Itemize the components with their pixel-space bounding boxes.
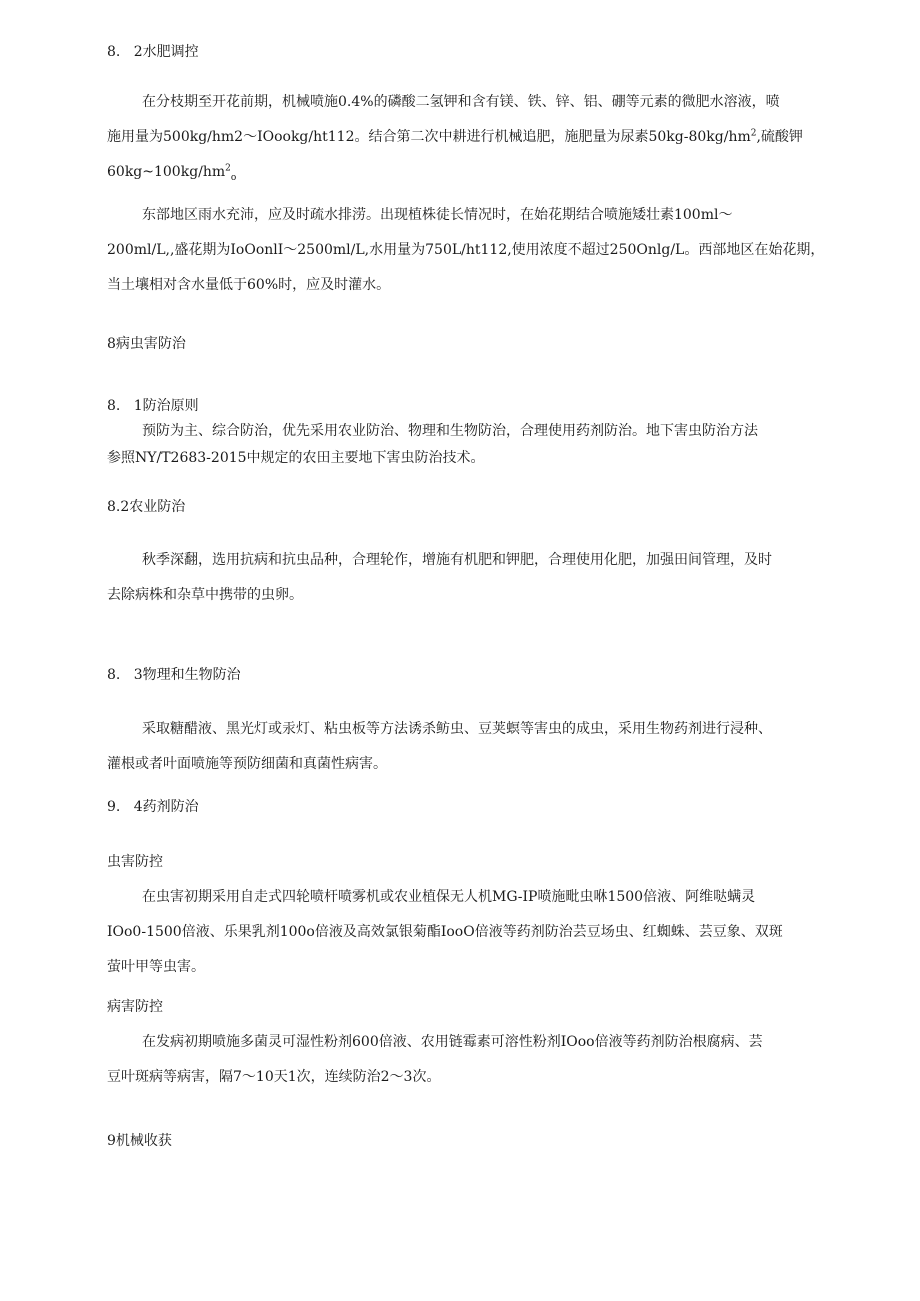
paragraph-principles bbox=[107, 418, 847, 472]
paragraph-disease-control bbox=[107, 1025, 847, 1095]
section-heading-8-3: 8. 3物理和生物防治 bbox=[107, 667, 241, 683]
paragraph-line: 萤叶甲等虫害。 bbox=[107, 959, 205, 975]
subscript: o bbox=[230, 172, 237, 183]
text-run: 60kg~100kg∕hm bbox=[107, 164, 226, 180]
superscript: 2 bbox=[750, 128, 757, 139]
subheading-pest-control: 虫害防控 bbox=[107, 854, 163, 870]
paragraph-line: 在发病初期喷施多菌灵可湿性粉剂600倍液、农用链霉素可溶性粉剂IOoo倍液等药剂防治根腐病、芸 bbox=[142, 1034, 763, 1050]
paragraph-agricultural-control bbox=[107, 543, 847, 613]
paragraph-water bbox=[107, 198, 847, 303]
paragraph-line: 采取糖醋液、黑光灯或汞灯、粘虫板等方法诱杀鲂虫、豆荚螟等害虫的成虫，采用生物药剂进行浸种、 bbox=[142, 721, 772, 737]
paragraph-physical-biological bbox=[107, 712, 847, 782]
paragraph-line: 预防为主、综合防治，优先采用农业防治、物理和生物防治，合理使用药剂防治。地下害虫防治方法 bbox=[142, 423, 758, 439]
paragraph-line: 当土壤相对含水量低于60%时，应及时灌水。 bbox=[107, 277, 391, 293]
paragraph-fertilizer bbox=[107, 85, 847, 190]
paragraph-line bbox=[107, 155, 847, 190]
paragraph-line: 在虫害初期采用自走式四轮喷杆喷雾机或农业植保无人机MG-IP喷施毗虫咻1500倍液、阿维哒螨灵 bbox=[142, 889, 756, 905]
section-heading-8-2: 8. 2水肥调控 bbox=[107, 44, 199, 60]
paragraph-line: 灌根或者叶面喷施等预防细菌和真菌性病害。 bbox=[107, 756, 387, 772]
paragraph-line bbox=[107, 120, 847, 155]
paragraph-line: 东部地区雨水充沛，应及时疏水排涝。出现植株徒长情况时，在始花期结合喷施矮壮素100ml～ bbox=[142, 207, 733, 223]
paragraph-line: 豆叶斑病等病害，隔7～10天1次，连续防治2～3次。 bbox=[107, 1069, 441, 1085]
paragraph-pest-control bbox=[107, 880, 847, 985]
section-heading-9-4: 9. 4药剂防治 bbox=[107, 799, 199, 815]
paragraph-line: 200ml/L,,盛花期为IoOonlI～2500ml∕L,水用量为750L∕ht112,使用浓度不超过250Onlg/L。西部地区在始花期， bbox=[107, 242, 825, 258]
paragraph-line: 去除病株和杂草中携带的虫卵。 bbox=[107, 587, 303, 603]
paragraph-line: 秋季深翻，选用抗病和抗虫品种，合理轮作，增施有机肥和钾肥，合理使用化肥，加强田间管理，及时 bbox=[142, 552, 772, 568]
paragraph-line: IOo0-1500倍液、乐果乳剂100o倍液及高效氯银菊酯IooO倍液等药剂防治芸豆场虫、红蜘蛛、芸豆象、双斑 bbox=[107, 924, 783, 940]
subheading-disease-control: 病害防控 bbox=[107, 999, 163, 1015]
paragraph-line: 参照NY/T2683-2015中规定的农田主要地下害虫防治技术。 bbox=[107, 450, 485, 466]
section-heading-8-1: 8. 1防治原则 bbox=[107, 398, 199, 414]
section-heading-8-2-agri: 8.2农业防治 bbox=[107, 499, 186, 515]
text-run: 施用量为500kg∕hm2～IOookg∕ht112。结合第二次中耕进行机械追肥，施肥量为尿素50kg-80kg∕hm bbox=[107, 129, 751, 145]
section-heading-8: 8病虫害防治 bbox=[107, 336, 186, 352]
section-heading-9: 9机械收获 bbox=[107, 1133, 172, 1149]
paragraph-line: 在分枝期至开花前期，机械喷施0.4%的磷酸二氢钾和含有镁、铁、锌、铝、硼等元素的微肥水溶液，喷 bbox=[142, 94, 780, 110]
text-run: ,硫酸钾 bbox=[756, 129, 803, 145]
superscript: 2 bbox=[225, 163, 231, 174]
